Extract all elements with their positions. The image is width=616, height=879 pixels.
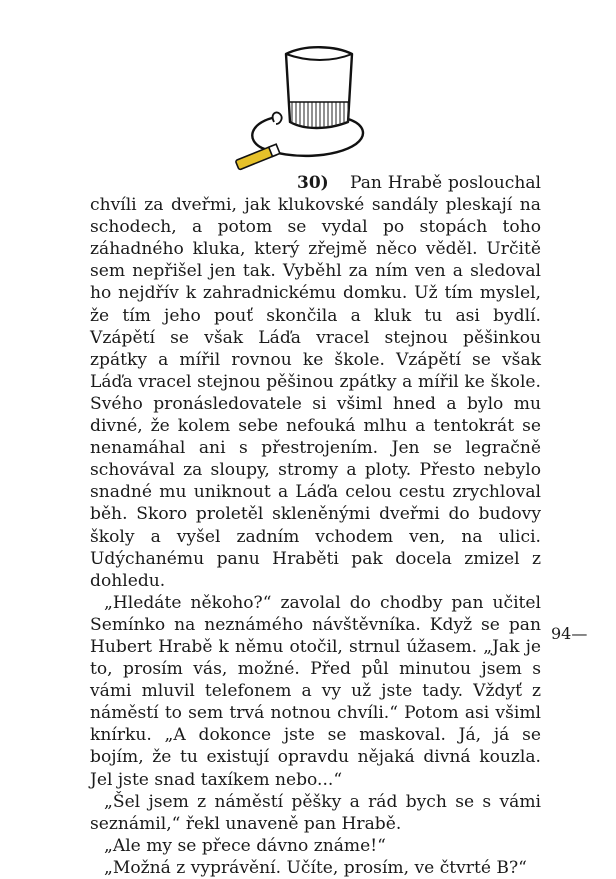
chapter-number: 30) xyxy=(297,173,329,193)
story-text xyxy=(90,172,541,879)
paragraph: Pan Hrabě poslouchal chvíli za dveřmi, jak klukovské sandály pleskají na schodech, a potom se vydal po stopách toho záhadného kluka, který zřejmě něco věděl. Určitě sem nepřišel jen tak. Vyběhl za ním ven a sledoval ho nejdřív k zahradnickému domku. Už tím myslel, že tím jeho pouť skončila a kluk tu asi bydlí. Vzápětí se však Láďa vracel stejnou pěšinkou zpátky a mířil rovnou ke škole. Vzápětí se však Láďa vracel stejnou pěšinou zpátky a mířil ke škole. Svého pronásledovatele si všiml hned a bylo mu divné, že kolem sebe nefouká mlhu a tentokrát se nenamáhal ani s přestrojením. Jen se legračně schovával za sloupy, stromy a ploty. Přesto nebylo snadné mu uniknout a Láďa celou cestu zrychloval běh. Skoro proletěl skleněnými dveřmi do budovy školy a vyšel zadním vchodem ven, na ulici. Udýchanému panu Hraběti pak docela zmizel z dohledu. xyxy=(90,173,541,591)
page-number: 94— xyxy=(551,624,588,643)
paragraph: „Hledáte někoho?“ zavolal do chodby pan učitel Semínko na neznámého návštěvníka. Když se pan Hubert Hrabě k němu otočil, strnul úžasem. „Jak je to, prosím vás, možné. Před půl minutou jsem s vámi mluvil telefonem a vy už jste tady. Vždyť z náměstí to sem trvá notnou chvíli.“ Potom asi všiml knírku. „A dokonce jste se maskoval. Já, já se bojím, že tu existují opravdu nějaká divná kouzla. Jel jste snad taxíkem nebo...“ xyxy=(90,592,541,790)
paragraph: „Šel jsem z náměstí pěšky a rád bych se s vámi seznámil,“ řekl unaveně pan Hrabě. xyxy=(90,791,541,834)
paragraph: „Možná z vyprávění. Učíte, prosím, ve čtvrté B?“ xyxy=(104,857,527,878)
paragraph: „Ale my se přece dávno známe!“ xyxy=(104,835,386,856)
top-hat-icon xyxy=(228,38,378,178)
